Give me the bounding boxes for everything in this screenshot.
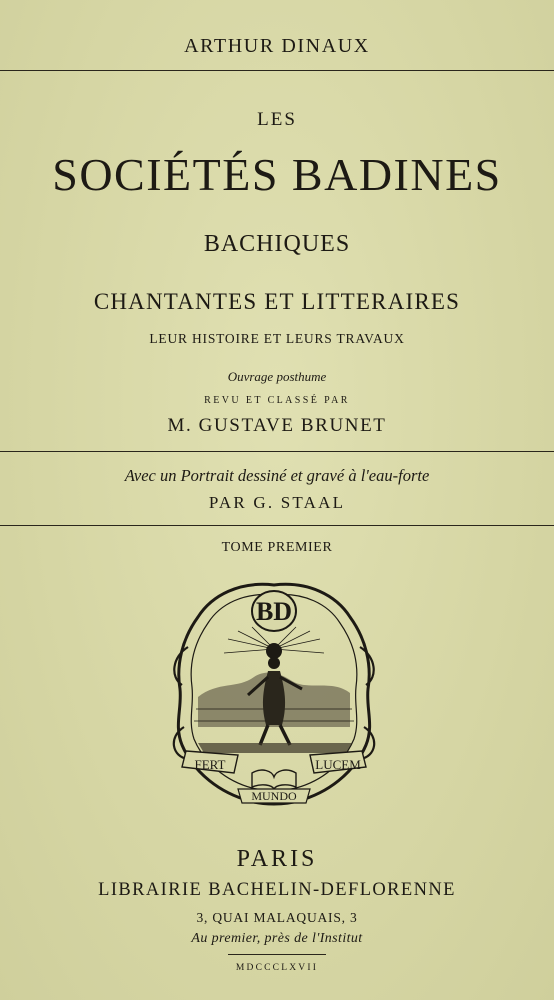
- divider-rule: [0, 451, 554, 452]
- title-prefix: LES: [257, 109, 297, 130]
- publisher-name: LIBRAIRIE BACHELIN-DEFLORENNE: [98, 880, 456, 900]
- engraver-name: PAR G. STAAL: [208, 493, 346, 512]
- publication-year: MDCCCLXVII: [235, 963, 319, 973]
- volume-label: TOME PREMIER: [221, 540, 333, 555]
- publisher-address: 3, QUAI MALAQUAIS, 3: [196, 910, 358, 925]
- subtitle-histoire: LEUR HISTOIRE ET LEURS TRAVAUX: [149, 331, 405, 346]
- editor-name: M. GUSTAVE BRUNET: [167, 415, 387, 436]
- publisher-address-note: Au premier, près de l'Institut: [191, 931, 363, 946]
- vignette-motto-bottom: MUNDO: [251, 789, 297, 803]
- divider-rule: [228, 954, 326, 955]
- posthumous-note: Ouvrage posthume: [227, 369, 327, 384]
- vignette-motto-left: FERT: [194, 757, 226, 772]
- vignette-motto-right: LUCEM: [315, 757, 361, 772]
- revised-by-label: REVU ET CLASSÉ PAR: [204, 395, 350, 406]
- portrait-note: Avec un Portrait dessiné et gravé à l'eau-forte: [124, 466, 430, 485]
- vignette-monogram: BD: [255, 597, 293, 626]
- book-title: SOCIÉTÉS BADINES: [52, 149, 502, 200]
- author-name: ARTHUR DINAUX: [184, 35, 370, 57]
- divider-rule: [0, 70, 554, 71]
- subtitle-chantantes: CHANTANTES ET LITTERAIRES: [93, 289, 461, 314]
- divider-rule: [0, 525, 554, 526]
- publication-city: PARIS: [236, 846, 318, 872]
- subtitle-bachiques: BACHIQUES: [203, 231, 351, 257]
- printers-device-vignette: [168, 577, 380, 815]
